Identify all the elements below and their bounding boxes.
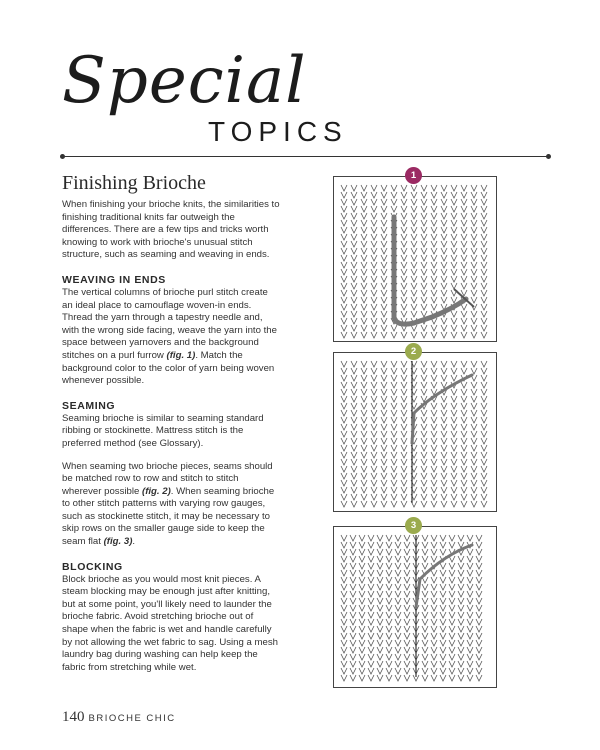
stitch-column (381, 361, 387, 507)
stitch-column (361, 361, 367, 507)
intro-paragraph: When finishing your brioche knits, the similarities to finishing traditional knits far outweigh the differences. There are a few tips and tricks worth knowing to work with brioche's unusual stitch structure, such as seaming and weaving in ends. (62, 199, 280, 261)
weaving-paragraph (62, 287, 280, 388)
stitch-column (411, 185, 417, 338)
stitch-column (471, 361, 477, 507)
figure-1-weaving (333, 176, 497, 342)
stitch-column (351, 185, 357, 338)
stitch-column (341, 535, 347, 681)
stitch-column (451, 185, 457, 338)
stitch-column (401, 185, 407, 338)
knit-illustration-3 (334, 527, 496, 687)
stitch-column (377, 535, 383, 681)
figure-2-seaming (333, 352, 497, 512)
section-title-script: Special (62, 44, 307, 118)
stitch-column (395, 535, 401, 681)
stitch-column (404, 535, 410, 681)
seaming-paragraph-2 (62, 461, 280, 549)
article-title: Finishing Brioche (62, 172, 206, 194)
seaming-heading: SEAMING (62, 399, 116, 412)
seaming-paragraph-1: Seaming brioche is similar to seaming standard ribbing or stockinette. Mattress stitch is the preferred method (see Glossary). (62, 412, 264, 449)
weaving-text: The vertical columns of brioche purl stitch create an ideal place to camouflage woven-in ends. Thread the yarn through a tapestry needle and, with the wrong side facing, weave the yarn into the space between yarnovers and the background stitches on a purl furrow (62, 286, 277, 361)
stitch-column (481, 361, 487, 507)
stitch-column (351, 361, 357, 507)
blocking-heading: BLOCKING (62, 560, 123, 573)
stitch-column (361, 185, 367, 338)
figure-3-seaming-gauge (333, 526, 497, 688)
stitch-column (467, 535, 473, 681)
rule-dot-left (60, 154, 65, 159)
stitch-column (421, 185, 427, 338)
blocking-paragraph: Block brioche as you would most knit pieces. A steam blocking may be enough just after knitting, but at some point, you'll likely need to launder the brioche fabric. Avoid stretching brioche out of shape when the fabric is wet and handle carefully by not allowing the wet fabric to sag. Using a mesh laundry bag during washing can help keep the fabric from stretching while wet. (62, 573, 278, 673)
stitch-column (461, 185, 467, 338)
stitch-column (371, 361, 377, 507)
knit-illustration-2 (334, 353, 496, 511)
stitch-column (341, 361, 347, 507)
rule-dot-right (546, 154, 551, 159)
seaming-text-end: . (132, 536, 136, 548)
stitch-column (401, 361, 407, 507)
fig-ref-1: (fig. 1) (166, 349, 196, 361)
fig-ref-3: (fig. 3) (103, 536, 133, 548)
figure-badge-3: 3 (405, 517, 422, 534)
stitch-column (371, 185, 377, 338)
text-column (62, 172, 280, 674)
stitch-column (386, 535, 392, 681)
knit-illustration-1 (334, 177, 496, 341)
stitch-column (341, 185, 347, 338)
fig-ref-2: (fig. 2) (142, 485, 171, 497)
seaming-text-start: When seaming two brioche pieces, seams should be matched row to row and stitch to stitch wherever possible (62, 460, 273, 497)
stitch-column (350, 535, 356, 681)
stitch-column (359, 535, 365, 681)
stitch-column (421, 361, 427, 507)
stitch-column (441, 361, 447, 507)
weaving-text-end: . Match the background color to the color of yarn being woven whenever possible. (62, 349, 275, 387)
stitch-column (391, 361, 397, 507)
stitch-column (471, 185, 477, 338)
stitch-column (476, 535, 482, 681)
header-rule (62, 156, 548, 157)
figure-badge-1: 1 (405, 167, 422, 184)
stitch-column (422, 535, 428, 681)
stitch-column (481, 185, 487, 338)
stitch-column (431, 535, 437, 681)
figure-badge-2: 2 (405, 343, 422, 360)
stitch-column (431, 361, 437, 507)
stitch-column (368, 535, 374, 681)
stitch-column (381, 185, 387, 338)
section-title-caps: TOPICS (208, 116, 348, 147)
stitch-column (458, 535, 464, 681)
book-title: BRIOCHE CHIC (88, 713, 176, 724)
seaming-text-mid: . When seaming brioche to other stitch patterns with varying row gauges, such as stockinette stitch, it may be necessary to skip rows on the smaller gauge side to keep the seam flat (62, 485, 275, 548)
weaving-heading: WEAVING IN ENDS (62, 273, 166, 286)
page-footer (62, 709, 176, 726)
stitch-column (461, 361, 467, 507)
page-number: 140 (62, 709, 85, 725)
